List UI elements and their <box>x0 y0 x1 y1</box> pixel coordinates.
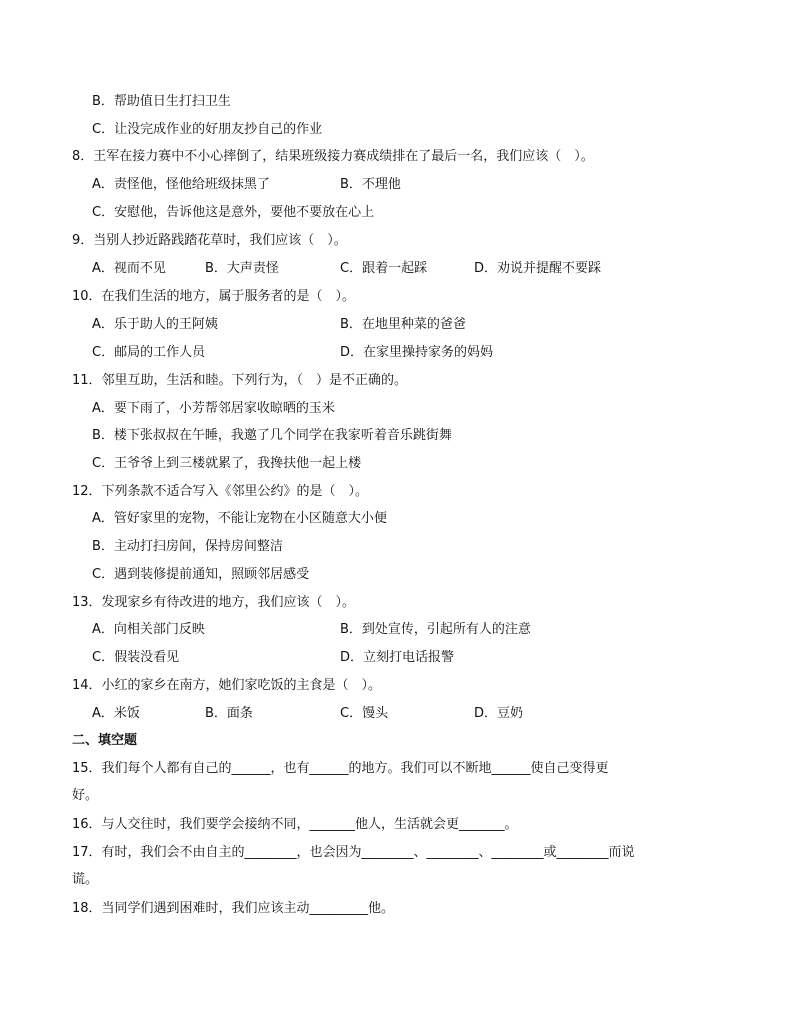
q13-option-a: A．向相关部门反映 <box>92 622 205 637</box>
q18-stem: 18．当同学们遇到困难时，我们应该主动_________他。 <box>72 901 395 916</box>
q9-option-a: A．视而不见 <box>92 261 166 276</box>
q11-option-a: A．要下雨了，小芳帮邻居家收晾晒的玉米 <box>92 401 335 416</box>
q14-option-b: B．面条 <box>205 706 253 721</box>
q11-option-b: B．楼下张叔叔在午睡，我邀了几个同学在我家听着音乐跳街舞 <box>92 428 452 443</box>
section-heading-fill-blank: 二、填空题 <box>72 733 138 748</box>
q13-option-d: D．立刻打电话报警 <box>340 650 455 665</box>
q10-option-d: D．在家里操持家务的妈妈 <box>340 345 494 360</box>
q9-option-c: C．跟着一起踩 <box>340 261 428 276</box>
q14-stem: 14．小红的家乡在南方，她们家吃饭的主食是（ ）。 <box>72 678 382 693</box>
q13-stem: 13．发现家乡有待改进的地方，我们应该（ ）。 <box>72 595 356 610</box>
q11-stem: 11．邻里互助，生活和睦。下列行为，（ ）是不正确的。 <box>72 373 408 388</box>
q12-option-a: A．管好家里的宠物，不能让宠物在小区随意大小便 <box>92 511 387 526</box>
q9-stem: 9．当别人抄近路践踏花草时，我们应该（ ）。 <box>72 233 347 248</box>
q14-option-d: D．豆奶 <box>474 706 524 721</box>
q12-stem: 12．下列条款不适合写入《邻里公约》的是（ ）。 <box>72 484 369 499</box>
q7-option-c: C．让没完成作业的好朋友抄自己的作业 <box>92 122 323 137</box>
q8-option-c: C．安慰他，告诉他这是意外，要他不要放在心上 <box>92 205 375 220</box>
q17-line1: 17．有时，我们会不由自主的________，也会因为________、________、________或________而说 <box>72 845 635 860</box>
q10-option-c: C．邮局的工作人员 <box>92 345 206 360</box>
q15-line2: 好。 <box>72 788 99 803</box>
q12-option-c: C．遇到装修提前通知，照顾邻居感受 <box>92 567 310 582</box>
q15-line1: 15．我们每个人都有自己的______，也有______的地方。我们可以不断地______使自己变得更 <box>72 761 609 776</box>
q13-option-b: B．到处宣传，引起所有人的注意 <box>340 622 531 637</box>
q10-option-b: B．在地里种菜的爸爸 <box>340 317 466 332</box>
q10-stem: 10．在我们生活的地方，属于服务者的是（ ）。 <box>72 289 356 304</box>
q12-option-b: B．主动打扫房间，保持房间整洁 <box>92 539 283 554</box>
q16-stem: 16．与人交往时，我们要学会接纳不同，_______他人，生活就会更_______。 <box>72 817 518 832</box>
q10-option-a: A．乐于助人的王阿姨 <box>92 317 218 332</box>
q14-option-c: C．馒头 <box>340 706 389 721</box>
q14-option-a: A．米饭 <box>92 706 140 721</box>
q8-option-b: B．不理他 <box>340 177 401 192</box>
q7-option-b: B．帮助值日生打扫卫生 <box>92 94 231 109</box>
q9-option-d: D．劝说并提醒不要踩 <box>474 261 602 276</box>
q8-stem: 8．王军在接力赛中不小心摔倒了，结果班级接力赛成绩排在了最后一名，我们应该（ ）。 <box>72 149 594 164</box>
q11-option-c: C．王爷爷上到三楼就累了，我搀扶他一起上楼 <box>92 456 362 471</box>
q17-line2: 谎。 <box>72 872 99 887</box>
q9-option-b: B．大声责怪 <box>205 261 279 276</box>
q8-option-a: A．责怪他，怪他给班级抹黑了 <box>92 177 270 192</box>
q13-option-c: C．假装没看见 <box>92 650 180 665</box>
